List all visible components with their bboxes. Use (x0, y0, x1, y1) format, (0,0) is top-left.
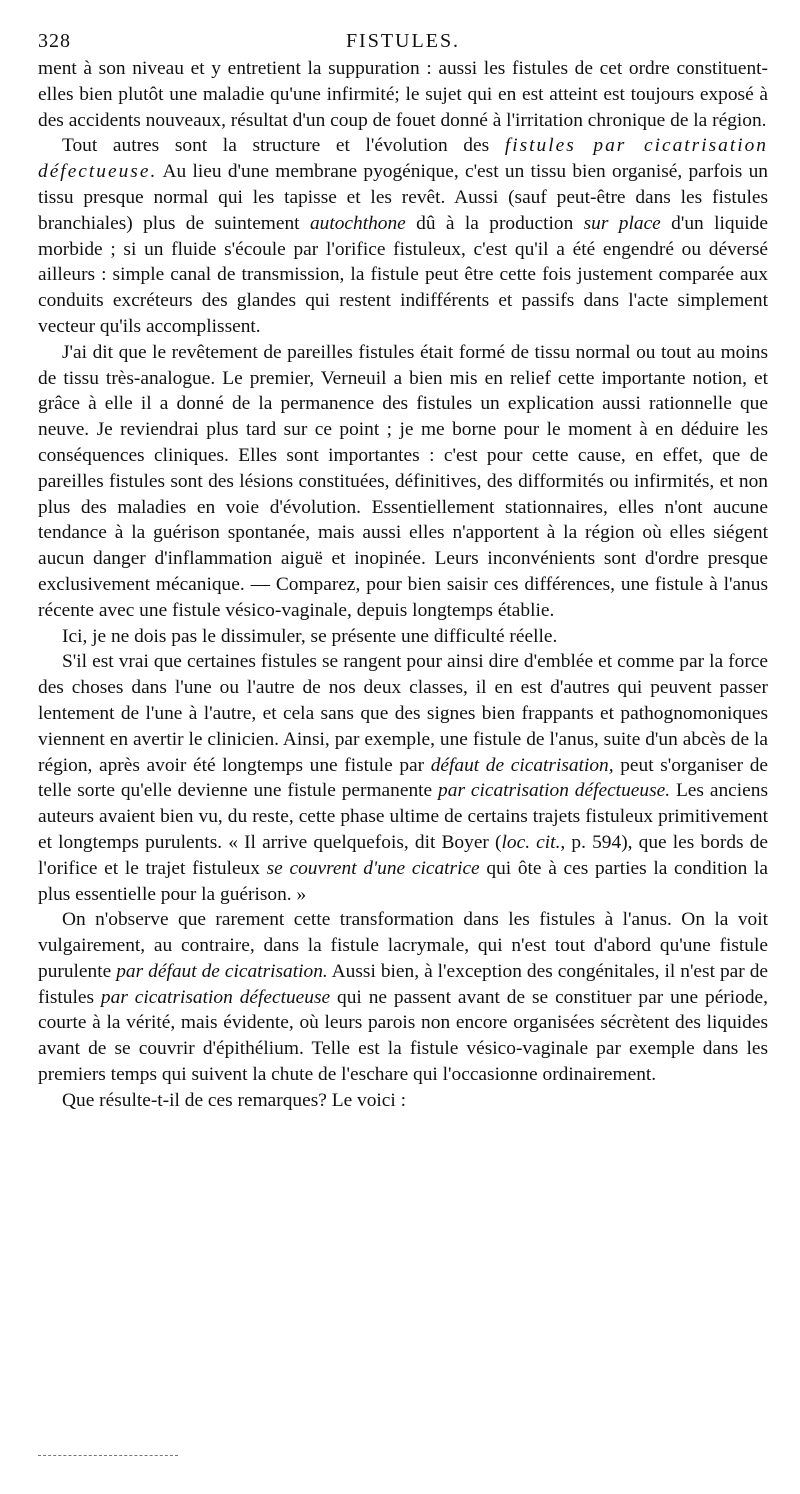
page-number: 328 (38, 30, 71, 52)
text-body (38, 56, 768, 1114)
text-run: peut s'organiser de telle sorte qu'elle devienne une fistule permanente (38, 754, 768, 802)
text-run: ment à son niveau et y entretient la suppuration : aussi les fistules de cet ordre constituent-elles bien plutôt une maladie qu'une infirmité; le sujet qui en est atteint est toujours exposé à des accidents nouveaux, résultat d'un coup de fouet donné à l'irritation chronique de la région. (38, 58, 768, 131)
text-run: dû à la production (405, 212, 584, 234)
paragraph (38, 56, 768, 133)
italic-text: par cicatrisation défectueuse (100, 986, 331, 1008)
text-run: Tout autres sont la structure et l'évolution des (62, 135, 505, 157)
footer-rule (38, 1455, 178, 1456)
italic-text: loc. cit. (501, 831, 561, 853)
paragraph (38, 624, 768, 650)
paragraph (38, 133, 768, 339)
text-run: Que résulte-t-il de ces remarques? Le voici : (62, 1089, 407, 1111)
italic-text: fistules par cicatrisation défectueuse. (38, 135, 768, 183)
text-run: On n'observe que rarement cette transformation dans les fistules à l'anus. On la voit vulgairement, au contraire, dans la fistule lacrymale, qui n'est tout d'abord qu'une fistule purulente (38, 909, 768, 982)
text-run: d'un liquide morbide ; si un fluide s'écoule par l'orifice fistuleux, c'est qu'il a été engendré ou déversé ailleurs : simple canal de transmission, la fistule peut être cette fois justement comparée aux conduits excréteurs des glandes qui restent indifférents et passifs dans l'acte simplement vecteur qu'ils accomplissent. (38, 212, 768, 337)
text-run: , p. 594), que les bords de l'orifice et le trajet fistuleux (38, 831, 769, 879)
italic-text: par cicatrisation défectueuse. (438, 780, 671, 802)
italic-text: défaut de cicatrisation, (430, 754, 614, 776)
page-header (38, 30, 768, 56)
paragraph (38, 340, 768, 624)
italic-text: se couvrent d'une cicatrice (266, 857, 480, 879)
text-run: Les anciens auteurs avaient bien vu, du reste, cette phase ultime de certains trajets fistuleux primitivement et longtemps purulents. « Il arrive quelquefois, dit Boyer ( (38, 780, 768, 853)
paragraph (38, 907, 768, 1088)
paragraph (38, 649, 768, 907)
text-run: J'ai dit que le revêtement de pareilles fistules était formé de tissu normal ou tout au moins de tissu très-analogue. Le premier, Verneuil a bien mis en relief cette importante notion, et grâce à elle il a donné de la permanence des fistules un explication aussi rationnelle que neuve. Je reviendrai plus tard sur ce point ; je me borne pour le moment à en déduire les conséquences cliniques. Elles sont importantes : c'est pour cette cause, en effet, que de pareilles fistules sont des lésions constituées, définitives, des difformités ou infirmités, et non plus des maladies en voie d'évolution. Essentiellement stationnaires, elles n'ont aucune tendance à la guérison spontanée, mais aussi elles n'apportent à la région où elles siégent aucun danger d'inflammation aiguë et inopinée. Leurs inconvénients sont d'ordre presque exclusivement mécanique. — Comparez, pour bien saisir ces différences, une fistule à l'anus récente avec une fistule vésico-vaginale, depuis longtemps établie. (38, 341, 768, 621)
text-run: qui ôte à ces parties la condition la plus essentielle pour la guérison. » (38, 857, 768, 905)
text-run: Au lieu d'une membrane pyogénique, c'est un tissu bien organisé, parfois un tissu presque normal qui les tapisse et les revêt. Aussi (sauf peut-être dans les fistules branchiales) plus de suintement (38, 161, 768, 234)
italic-text: autochthone (309, 212, 406, 234)
paragraph (38, 1088, 768, 1114)
text-run: Ici, je ne dois pas le dissimuler, se présente une difficulté réelle. (62, 625, 558, 647)
text-run: qui ne passent avant de se constituer par une période, courte à la vérité, mais évidente, où leurs parois non encore organisées sécrètent des liquides avant de se couvrir d'épithélium. Telle est la fistule vésico-vaginale par exemple dans les premiers temps qui suivent la chute de l'eschare qui l'occasionne ordinairement. (38, 986, 768, 1086)
italic-text: sur place (583, 212, 661, 234)
italic-text: par défaut de cicatrisation. (116, 960, 328, 982)
text-run: Aussi bien, à l'exception des congénitales, il n'est par de fistules (38, 960, 769, 1008)
text-run: S'il est vrai que certaines fistules se rangent pour ainsi dire d'emblée et comme par la force des choses dans l'une ou l'autre de nos deux classes, il en est d'autres qui peuvent passer lentement de l'une à l'autre, et cela sans que des signes bien frappants et pathognomoniques viennent en avertir le clinicien. Ainsi, par exemple, une fistule de l'anus, suite d'un abcès de la région, après avoir été longtemps une fistule par (38, 651, 768, 776)
page-body (38, 30, 768, 1114)
running-title: FISTULES. (345, 30, 461, 52)
